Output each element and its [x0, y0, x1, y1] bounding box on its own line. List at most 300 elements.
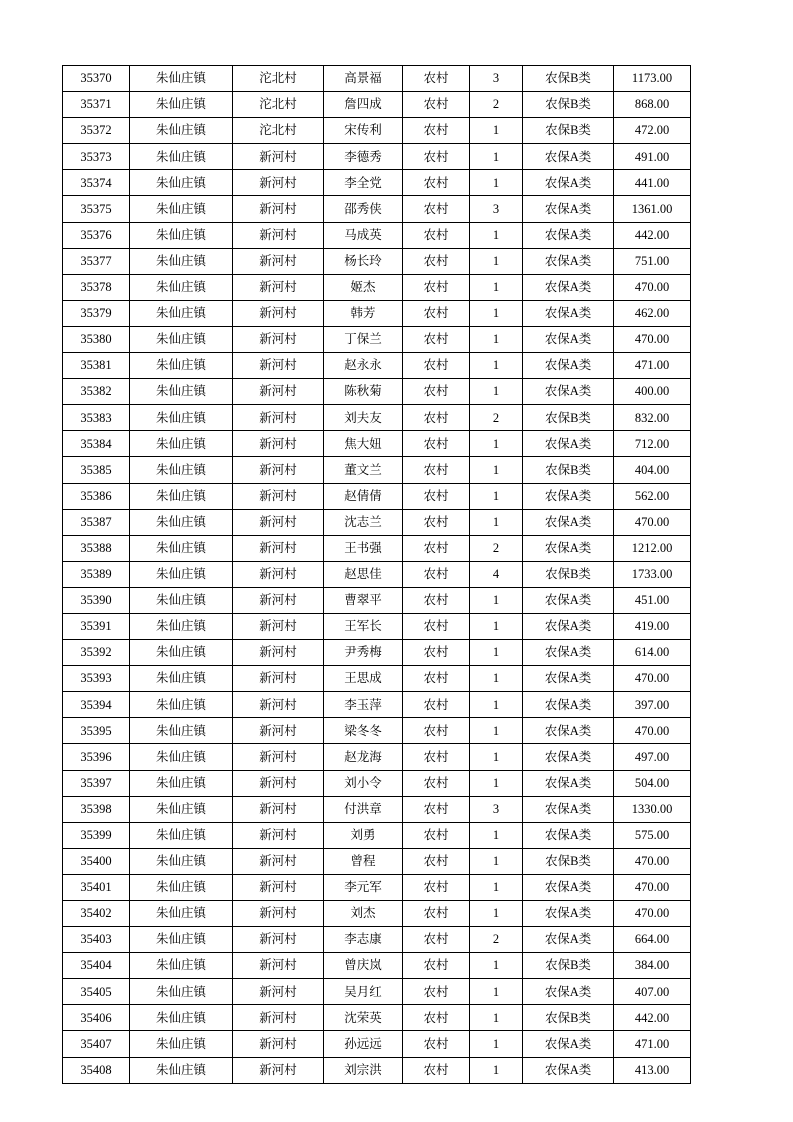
cell-category: 农保A类 [523, 1031, 614, 1057]
cell-amount: 832.00 [614, 405, 691, 431]
cell-count: 1 [470, 770, 523, 796]
cell-name: 陈秋菊 [324, 379, 403, 405]
cell-town: 朱仙庄镇 [130, 248, 233, 274]
cell-category: 农保A类 [523, 744, 614, 770]
cell-amount: 1330.00 [614, 796, 691, 822]
cell-count: 1 [470, 457, 523, 483]
cell-town: 朱仙庄镇 [130, 144, 233, 170]
cell-type: 农村 [403, 326, 470, 352]
cell-category: 农保A类 [523, 379, 614, 405]
cell-name: 姬杰 [324, 274, 403, 300]
cell-amount: 470.00 [614, 718, 691, 744]
cell-id: 35408 [63, 1057, 130, 1083]
cell-type: 农村 [403, 222, 470, 248]
cell-town: 朱仙庄镇 [130, 822, 233, 848]
cell-village: 新河村 [233, 300, 324, 326]
cell-count: 1 [470, 953, 523, 979]
cell-village: 新河村 [233, 587, 324, 613]
cell-village: 新河村 [233, 248, 324, 274]
cell-count: 1 [470, 509, 523, 535]
cell-id: 35376 [63, 222, 130, 248]
cell-village: 新河村 [233, 326, 324, 352]
cell-category: 农保A类 [523, 431, 614, 457]
table-row [63, 196, 691, 222]
cell-village: 沱北村 [233, 66, 324, 92]
cell-village: 新河村 [233, 1005, 324, 1031]
cell-category: 农保B类 [523, 457, 614, 483]
cell-amount: 470.00 [614, 326, 691, 352]
cell-village: 新河村 [233, 144, 324, 170]
cell-category: 农保A类 [523, 535, 614, 561]
cell-type: 农村 [403, 1005, 470, 1031]
cell-town: 朱仙庄镇 [130, 718, 233, 744]
table-row [63, 92, 691, 118]
cell-count: 1 [470, 979, 523, 1005]
cell-id: 35401 [63, 874, 130, 900]
table-row [63, 1031, 691, 1057]
cell-type: 农村 [403, 535, 470, 561]
cell-count: 1 [470, 692, 523, 718]
cell-village: 新河村 [233, 613, 324, 639]
cell-name: 赵龙海 [324, 744, 403, 770]
cell-id: 35388 [63, 535, 130, 561]
table-row [63, 118, 691, 144]
cell-village: 新河村 [233, 274, 324, 300]
table-row [63, 144, 691, 170]
cell-id: 35385 [63, 457, 130, 483]
cell-count: 1 [470, 483, 523, 509]
cell-amount: 472.00 [614, 118, 691, 144]
cell-amount: 407.00 [614, 979, 691, 1005]
cell-town: 朱仙庄镇 [130, 92, 233, 118]
cell-name: 曹翠平 [324, 587, 403, 613]
cell-category: 农保A类 [523, 587, 614, 613]
cell-category: 农保A类 [523, 640, 614, 666]
cell-category: 农保B类 [523, 66, 614, 92]
cell-town: 朱仙庄镇 [130, 535, 233, 561]
cell-town: 朱仙庄镇 [130, 379, 233, 405]
cell-amount: 471.00 [614, 1031, 691, 1057]
cell-town: 朱仙庄镇 [130, 744, 233, 770]
cell-id: 35383 [63, 405, 130, 431]
cell-amount: 384.00 [614, 953, 691, 979]
cell-amount: 471.00 [614, 353, 691, 379]
cell-category: 农保B类 [523, 953, 614, 979]
cell-amount: 664.00 [614, 927, 691, 953]
cell-type: 农村 [403, 66, 470, 92]
cell-village: 新河村 [233, 979, 324, 1005]
cell-town: 朱仙庄镇 [130, 692, 233, 718]
cell-id: 35393 [63, 666, 130, 692]
cell-count: 1 [470, 170, 523, 196]
cell-type: 农村 [403, 718, 470, 744]
cell-name: 董文兰 [324, 457, 403, 483]
cell-town: 朱仙庄镇 [130, 927, 233, 953]
cell-category: 农保A类 [523, 613, 614, 639]
cell-name: 刘杰 [324, 901, 403, 927]
cell-id: 35400 [63, 848, 130, 874]
table-row [63, 561, 691, 587]
cell-type: 农村 [403, 379, 470, 405]
cell-name: 高景福 [324, 66, 403, 92]
table-body [63, 66, 691, 1084]
cell-id: 35396 [63, 744, 130, 770]
cell-name: 王书强 [324, 535, 403, 561]
cell-category: 农保A类 [523, 874, 614, 900]
cell-type: 农村 [403, 274, 470, 300]
table-row [63, 457, 691, 483]
table-row [63, 953, 691, 979]
cell-id: 35381 [63, 353, 130, 379]
cell-amount: 1212.00 [614, 535, 691, 561]
cell-count: 2 [470, 405, 523, 431]
cell-town: 朱仙庄镇 [130, 431, 233, 457]
table-row [63, 874, 691, 900]
cell-id: 35397 [63, 770, 130, 796]
table-row [63, 640, 691, 666]
cell-name: 杨长玲 [324, 248, 403, 274]
cell-count: 1 [470, 901, 523, 927]
cell-name: 刘勇 [324, 822, 403, 848]
cell-amount: 470.00 [614, 901, 691, 927]
cell-village: 新河村 [233, 744, 324, 770]
cell-type: 农村 [403, 92, 470, 118]
cell-village: 新河村 [233, 927, 324, 953]
table-row [63, 927, 691, 953]
cell-category: 农保A类 [523, 222, 614, 248]
cell-count: 2 [470, 92, 523, 118]
cell-town: 朱仙庄镇 [130, 1031, 233, 1057]
cell-count: 3 [470, 66, 523, 92]
cell-name: 吴月红 [324, 979, 403, 1005]
cell-category: 农保A类 [523, 326, 614, 352]
cell-category: 农保A类 [523, 901, 614, 927]
table-row [63, 613, 691, 639]
cell-amount: 397.00 [614, 692, 691, 718]
cell-name: 王军长 [324, 613, 403, 639]
table-row [63, 248, 691, 274]
cell-count: 1 [470, 353, 523, 379]
cell-village: 新河村 [233, 222, 324, 248]
cell-id: 35370 [63, 66, 130, 92]
cell-amount: 419.00 [614, 613, 691, 639]
cell-category: 农保A类 [523, 770, 614, 796]
cell-name: 刘夫友 [324, 405, 403, 431]
cell-name: 韩芳 [324, 300, 403, 326]
cell-town: 朱仙庄镇 [130, 848, 233, 874]
cell-name: 沈荣英 [324, 1005, 403, 1031]
cell-town: 朱仙庄镇 [130, 640, 233, 666]
cell-category: 农保B类 [523, 1005, 614, 1031]
cell-amount: 462.00 [614, 300, 691, 326]
subsidy-recipients-table [62, 65, 691, 1084]
cell-category: 农保A类 [523, 483, 614, 509]
table-row [63, 509, 691, 535]
cell-count: 1 [470, 640, 523, 666]
cell-village: 新河村 [233, 457, 324, 483]
cell-name: 邵秀侠 [324, 196, 403, 222]
cell-name: 梁冬冬 [324, 718, 403, 744]
cell-town: 朱仙庄镇 [130, 274, 233, 300]
cell-town: 朱仙庄镇 [130, 483, 233, 509]
cell-village: 新河村 [233, 953, 324, 979]
cell-id: 35389 [63, 561, 130, 587]
cell-amount: 470.00 [614, 509, 691, 535]
table-row [63, 848, 691, 874]
cell-id: 35372 [63, 118, 130, 144]
cell-count: 1 [470, 666, 523, 692]
cell-name: 李玉萍 [324, 692, 403, 718]
cell-category: 农保B类 [523, 405, 614, 431]
cell-name: 付洪章 [324, 796, 403, 822]
table-row [63, 535, 691, 561]
cell-count: 1 [470, 874, 523, 900]
cell-amount: 470.00 [614, 848, 691, 874]
cell-type: 农村 [403, 353, 470, 379]
cell-count: 1 [470, 222, 523, 248]
table-row [63, 66, 691, 92]
cell-type: 农村 [403, 118, 470, 144]
cell-village: 新河村 [233, 1057, 324, 1083]
cell-id: 35399 [63, 822, 130, 848]
cell-village: 新河村 [233, 901, 324, 927]
cell-name: 沈志兰 [324, 509, 403, 535]
cell-count: 1 [470, 274, 523, 300]
table-row [63, 1005, 691, 1031]
cell-type: 农村 [403, 874, 470, 900]
cell-id: 35402 [63, 901, 130, 927]
cell-town: 朱仙庄镇 [130, 953, 233, 979]
cell-category: 农保A类 [523, 796, 614, 822]
table-row [63, 770, 691, 796]
cell-village: 新河村 [233, 796, 324, 822]
table-row [63, 901, 691, 927]
table-row [63, 431, 691, 457]
table-row [63, 1057, 691, 1083]
cell-type: 农村 [403, 640, 470, 666]
cell-type: 农村 [403, 770, 470, 796]
cell-town: 朱仙庄镇 [130, 666, 233, 692]
cell-type: 农村 [403, 587, 470, 613]
cell-village: 新河村 [233, 379, 324, 405]
cell-count: 1 [470, 300, 523, 326]
cell-count: 1 [470, 587, 523, 613]
cell-town: 朱仙庄镇 [130, 222, 233, 248]
cell-id: 35391 [63, 613, 130, 639]
cell-count: 2 [470, 927, 523, 953]
cell-id: 35378 [63, 274, 130, 300]
cell-count: 1 [470, 848, 523, 874]
cell-town: 朱仙庄镇 [130, 326, 233, 352]
cell-category: 农保A类 [523, 927, 614, 953]
cell-village: 新河村 [233, 1031, 324, 1057]
cell-town: 朱仙庄镇 [130, 300, 233, 326]
cell-type: 农村 [403, 848, 470, 874]
cell-category: 农保A类 [523, 509, 614, 535]
cell-type: 农村 [403, 744, 470, 770]
cell-village: 新河村 [233, 692, 324, 718]
cell-count: 3 [470, 796, 523, 822]
cell-town: 朱仙庄镇 [130, 796, 233, 822]
cell-name: 马成英 [324, 222, 403, 248]
cell-name: 詹四成 [324, 92, 403, 118]
cell-town: 朱仙庄镇 [130, 1057, 233, 1083]
cell-name: 曾庆岚 [324, 953, 403, 979]
cell-town: 朱仙庄镇 [130, 561, 233, 587]
cell-amount: 491.00 [614, 144, 691, 170]
cell-id: 35405 [63, 979, 130, 1005]
table-row [63, 300, 691, 326]
cell-count: 1 [470, 744, 523, 770]
cell-village: 新河村 [233, 431, 324, 457]
cell-town: 朱仙庄镇 [130, 587, 233, 613]
cell-id: 35394 [63, 692, 130, 718]
cell-village: 新河村 [233, 822, 324, 848]
cell-type: 农村 [403, 196, 470, 222]
table-row [63, 483, 691, 509]
cell-amount: 442.00 [614, 1005, 691, 1031]
cell-type: 农村 [403, 561, 470, 587]
cell-id: 35392 [63, 640, 130, 666]
cell-village: 新河村 [233, 170, 324, 196]
cell-village: 新河村 [233, 666, 324, 692]
cell-name: 赵永永 [324, 353, 403, 379]
cell-amount: 575.00 [614, 822, 691, 848]
cell-category: 农保A类 [523, 144, 614, 170]
cell-type: 农村 [403, 248, 470, 274]
cell-name: 李元军 [324, 874, 403, 900]
cell-type: 农村 [403, 1031, 470, 1057]
cell-category: 农保B类 [523, 118, 614, 144]
cell-count: 1 [470, 1057, 523, 1083]
cell-village: 新河村 [233, 405, 324, 431]
cell-town: 朱仙庄镇 [130, 613, 233, 639]
cell-type: 农村 [403, 300, 470, 326]
cell-id: 35380 [63, 326, 130, 352]
cell-village: 新河村 [233, 770, 324, 796]
cell-type: 农村 [403, 822, 470, 848]
cell-category: 农保B类 [523, 92, 614, 118]
cell-type: 农村 [403, 953, 470, 979]
cell-type: 农村 [403, 405, 470, 431]
cell-name: 刘小令 [324, 770, 403, 796]
cell-village: 新河村 [233, 640, 324, 666]
cell-category: 农保A类 [523, 196, 614, 222]
cell-amount: 1361.00 [614, 196, 691, 222]
table-row [63, 822, 691, 848]
cell-id: 35384 [63, 431, 130, 457]
cell-count: 1 [470, 118, 523, 144]
cell-type: 农村 [403, 796, 470, 822]
table-row [63, 587, 691, 613]
table-row [63, 353, 691, 379]
cell-id: 35382 [63, 379, 130, 405]
cell-category: 农保A类 [523, 300, 614, 326]
cell-name: 孙远远 [324, 1031, 403, 1057]
cell-village: 新河村 [233, 535, 324, 561]
cell-town: 朱仙庄镇 [130, 170, 233, 196]
cell-village: 新河村 [233, 353, 324, 379]
cell-amount: 1173.00 [614, 66, 691, 92]
cell-type: 农村 [403, 927, 470, 953]
cell-id: 35407 [63, 1031, 130, 1057]
cell-town: 朱仙庄镇 [130, 979, 233, 1005]
cell-amount: 442.00 [614, 222, 691, 248]
cell-type: 农村 [403, 483, 470, 509]
cell-name: 宋传利 [324, 118, 403, 144]
cell-category: 农保A类 [523, 274, 614, 300]
cell-category: 农保A类 [523, 718, 614, 744]
cell-count: 1 [470, 613, 523, 639]
cell-type: 农村 [403, 457, 470, 483]
cell-amount: 441.00 [614, 170, 691, 196]
cell-category: 农保A类 [523, 822, 614, 848]
cell-name: 李德秀 [324, 144, 403, 170]
cell-name: 丁保兰 [324, 326, 403, 352]
cell-category: 农保A类 [523, 353, 614, 379]
cell-count: 1 [470, 379, 523, 405]
cell-count: 1 [470, 1005, 523, 1031]
cell-id: 35373 [63, 144, 130, 170]
cell-town: 朱仙庄镇 [130, 509, 233, 535]
cell-amount: 751.00 [614, 248, 691, 274]
cell-village: 新河村 [233, 483, 324, 509]
cell-id: 35404 [63, 953, 130, 979]
cell-category: 农保A类 [523, 979, 614, 1005]
cell-name: 王思成 [324, 666, 403, 692]
cell-village: 新河村 [233, 196, 324, 222]
cell-type: 农村 [403, 1057, 470, 1083]
cell-type: 农村 [403, 613, 470, 639]
cell-village: 新河村 [233, 848, 324, 874]
cell-village: 新河村 [233, 561, 324, 587]
cell-type: 农村 [403, 901, 470, 927]
cell-town: 朱仙庄镇 [130, 66, 233, 92]
cell-id: 35377 [63, 248, 130, 274]
table-row [63, 744, 691, 770]
cell-count: 1 [470, 326, 523, 352]
cell-id: 35386 [63, 483, 130, 509]
cell-type: 农村 [403, 692, 470, 718]
cell-category: 农保A类 [523, 248, 614, 274]
cell-name: 焦大妞 [324, 431, 403, 457]
cell-type: 农村 [403, 431, 470, 457]
table-row [63, 796, 691, 822]
cell-amount: 400.00 [614, 379, 691, 405]
cell-count: 4 [470, 561, 523, 587]
cell-type: 农村 [403, 509, 470, 535]
cell-count: 2 [470, 535, 523, 561]
cell-category: 农保A类 [523, 666, 614, 692]
cell-id: 35406 [63, 1005, 130, 1031]
cell-id: 35374 [63, 170, 130, 196]
cell-town: 朱仙庄镇 [130, 874, 233, 900]
cell-count: 1 [470, 822, 523, 848]
cell-amount: 413.00 [614, 1057, 691, 1083]
cell-category: 农保B类 [523, 848, 614, 874]
cell-village: 新河村 [233, 874, 324, 900]
cell-town: 朱仙庄镇 [130, 901, 233, 927]
cell-town: 朱仙庄镇 [130, 405, 233, 431]
table-row [63, 222, 691, 248]
cell-village: 沱北村 [233, 92, 324, 118]
cell-town: 朱仙庄镇 [130, 196, 233, 222]
cell-category: 农保A类 [523, 170, 614, 196]
cell-count: 1 [470, 248, 523, 274]
cell-village: 新河村 [233, 509, 324, 535]
cell-amount: 404.00 [614, 457, 691, 483]
cell-count: 1 [470, 144, 523, 170]
